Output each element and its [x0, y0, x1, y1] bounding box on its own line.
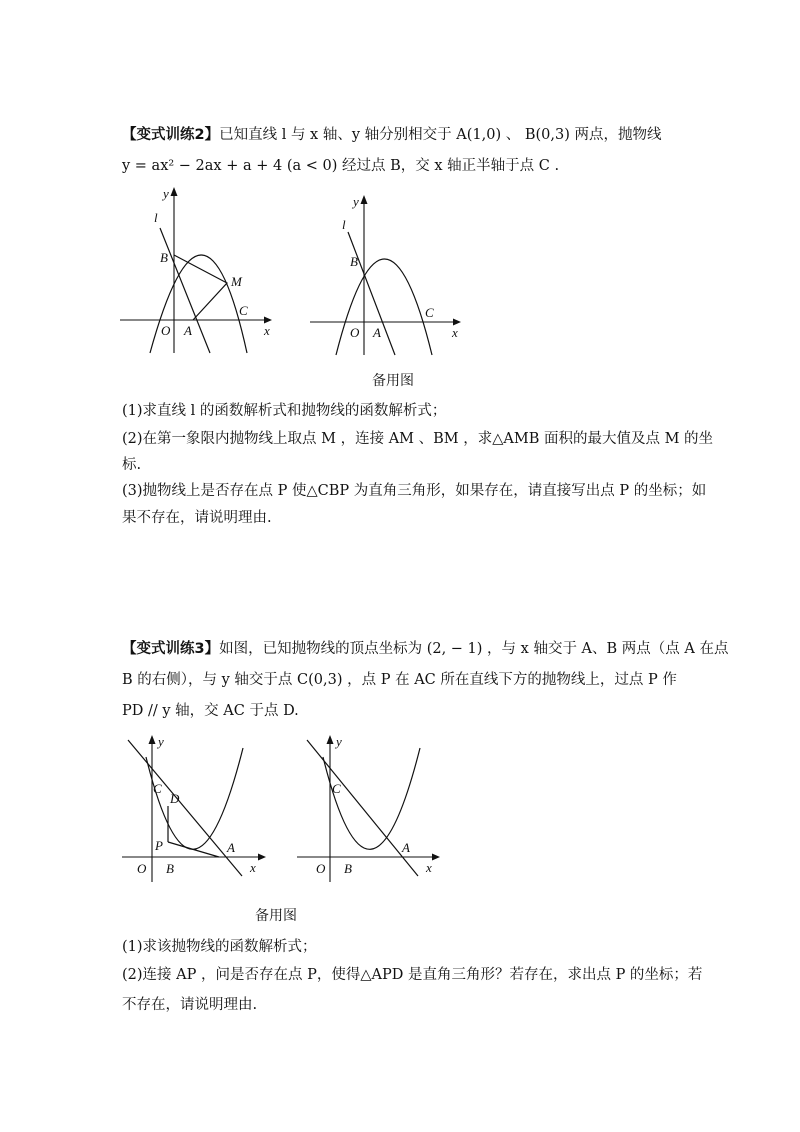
fig1-B-label: B	[160, 250, 168, 265]
p3-fig2-A-label: A	[402, 840, 410, 855]
fig2-A-label: A	[373, 325, 381, 340]
p3-fig2-x-label: x	[426, 860, 432, 875]
problem3-line2: B 的右侧），与 y 轴交于点 C(0,3) ，点 P 在 AC 所在直线下方的抛物线上，过点 P 作	[122, 672, 677, 688]
fig1-O-label: O	[161, 323, 171, 338]
problem2-q1: (1)求直线 l 的函数解析式和抛物线的函数解析式；	[122, 403, 447, 419]
p3-fig2-C-label: C	[332, 781, 341, 796]
problem3-intro-line1	[122, 639, 728, 659]
fig1-A-label: A	[184, 323, 192, 338]
fig2-O-label: O	[350, 325, 360, 340]
fig1-C-label: C	[239, 303, 248, 318]
fig1-x-label: x	[264, 323, 270, 338]
problem3-figure-spare	[292, 728, 442, 883]
problem3-header: 【变式训练3】	[122, 641, 220, 657]
problem2-spare-caption: 备用图	[372, 373, 414, 389]
problem2-q2-line1: (2)在第一象限内抛物线上取点 M ，连接 AM 、BM ，求△AMB 面积的最大值及点 M 的坐	[122, 431, 714, 447]
problem2-line1: 已知直线 l 与 x 轴、y 轴分别相交于 A(1,0) 、 B(0,3) 两点，抛物线	[219, 127, 662, 143]
p3-fig2-B-label: B	[344, 861, 352, 876]
problem3-q2-line2: 不存在，请说明理由.	[122, 997, 258, 1013]
fig2-B-label: B	[350, 254, 358, 269]
p3-fig1-B-label: B	[166, 861, 174, 876]
problem2-figure-spare	[305, 180, 475, 355]
p3-fig1-A-label: A	[227, 840, 235, 855]
fig1-M-label: M	[231, 274, 242, 289]
problem2-q2-line2: 标.	[122, 457, 142, 473]
problem3-line1: 如图，已知抛物线的顶点坐标为 (2, − 1) ，与 x 轴交于 A、B 两点（点 A 在点	[219, 641, 729, 657]
fig2-x-label: x	[452, 325, 458, 340]
fig2-l-label: l	[342, 217, 346, 232]
problem3-spare-caption: 备用图	[255, 908, 297, 924]
p3-fig1-C-label: C	[153, 781, 162, 796]
problem3-figure-main	[118, 728, 268, 883]
problem2-figure-main	[115, 180, 285, 355]
problem2-q3-line2: 果不存在，请说明理由.	[122, 510, 272, 526]
fig2-C-label: C	[425, 305, 434, 320]
problem2-header: 【变式训练2】	[122, 127, 220, 143]
p3-fig1-O-label: O	[137, 861, 147, 876]
fig2-y-label: y	[353, 194, 359, 209]
problem3-line3: PD // y 轴，交 AC 于点 D.	[122, 703, 299, 719]
p3-fig1-P-label: P	[155, 838, 163, 853]
p3-fig1-x-label: x	[250, 860, 256, 875]
problem2-q3-line1: (3)抛物线上是否存在点 P 使△CBP 为直角三角形，如果存在，请直接写出点 P 的坐标；如	[122, 483, 707, 499]
problem3-q1: (1)求该抛物线的函数解析式；	[122, 939, 317, 955]
problem2-intro-line1	[122, 125, 661, 145]
fig1-l-label: l	[154, 210, 158, 225]
p3-fig2-O-label: O	[316, 861, 326, 876]
problem2-line2: y = ax² − 2ax + a + 4 (a < 0) 经过点 B，交 x 轴正半轴于点 C .	[122, 158, 560, 174]
p3-fig2-y-label: y	[336, 734, 342, 749]
p3-fig1-y-label: y	[158, 734, 164, 749]
problem3-q2-line1: (2)连接 AP ，问是否存在点 P，使得△APD 是直角三角形？若存在，求出点 P 的坐标；若	[122, 967, 703, 983]
fig1-y-label: y	[163, 186, 169, 201]
p3-fig1-D-label: D	[170, 791, 180, 806]
